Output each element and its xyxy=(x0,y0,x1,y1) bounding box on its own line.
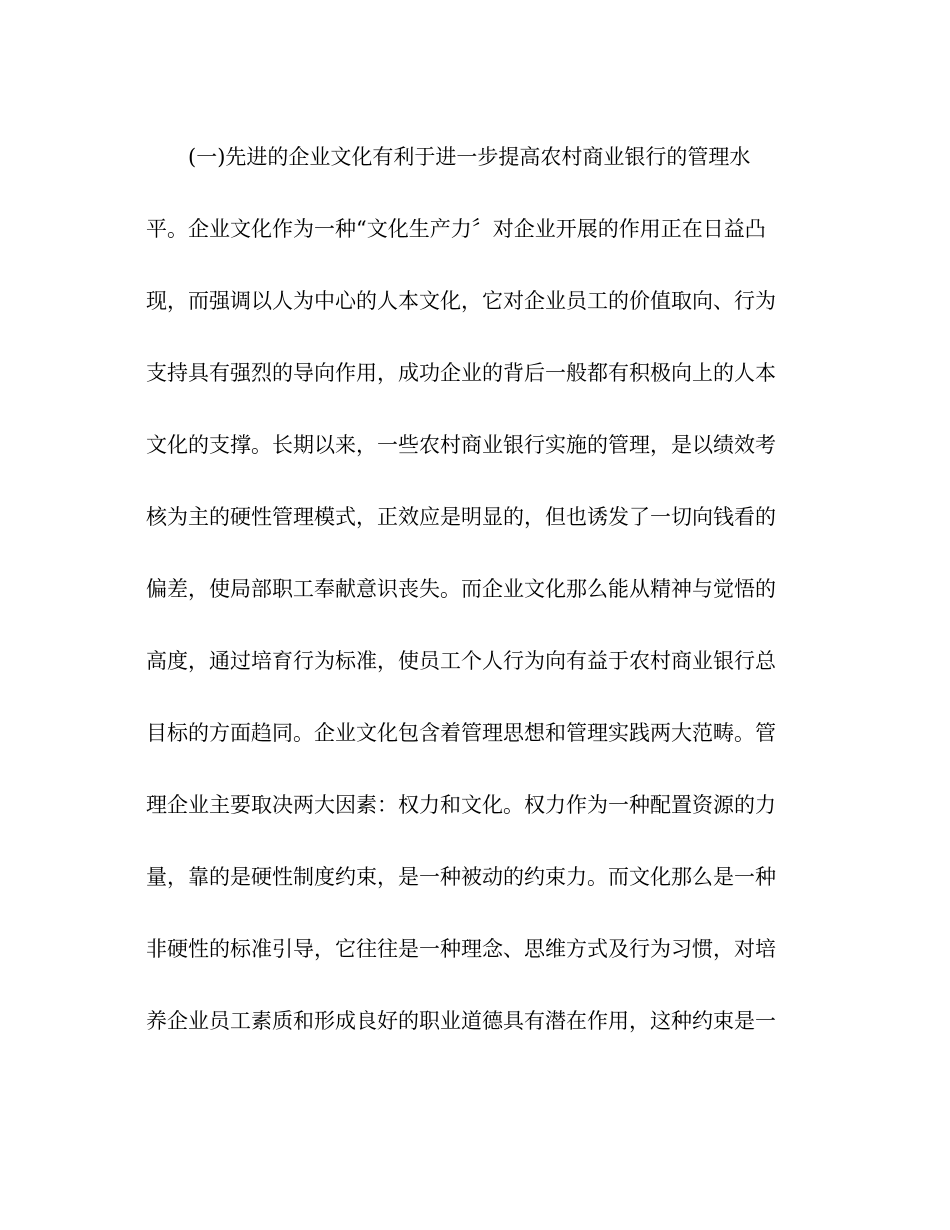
body-paragraph xyxy=(146,139,806,1075)
text-line: 理企业主要取决两大因素：权力和文化。权力作为一种配置资源的力 xyxy=(146,793,776,817)
text-line: (一)先进的企业文化有利于进一步提高农村商业银行的管理水 xyxy=(188,145,751,169)
text-line: 支持具有强烈的导向作用，成功企业的背后一般都有积极向上的人本 xyxy=(146,361,776,385)
text-line: 目标的方面趋同。企业文化包含着管理思想和管理实践两大范畴。管 xyxy=(146,721,776,745)
text-line: 非硬性的标准引导，它往往是一种理念、思维方式及行为习惯，对培 xyxy=(146,937,776,961)
text-line: 文化的支撑。长期以来，一些农村商业银行实施的管理，是以绩效考 xyxy=(146,433,776,457)
text-line: 平。企业文化作为一种“文化生产力〞对企业开展的作用正在日益凸 xyxy=(146,217,766,241)
text-line: 养企业员工素质和形成良好的职业道德具有潜在作用，这种约束是一 xyxy=(146,1009,776,1033)
text-line: 量，靠的是硬性制度约束，是一种被动的约束力。而文化那么是一种 xyxy=(146,865,776,889)
text-line: 现，而强调以人为中心的人本文化，它对企业员工的价值取向、行为 xyxy=(146,289,776,313)
text-line: 高度，通过培育行为标准，使员工个人行为向有益于农村商业银行总 xyxy=(146,649,776,673)
text-line: 核为主的硬性管理模式，正效应是明显的，但也诱发了一切向钱看的 xyxy=(146,505,776,529)
text-line: 偏差，使局部职工奉献意识丧失。而企业文化那么能从精神与觉悟的 xyxy=(146,577,776,601)
